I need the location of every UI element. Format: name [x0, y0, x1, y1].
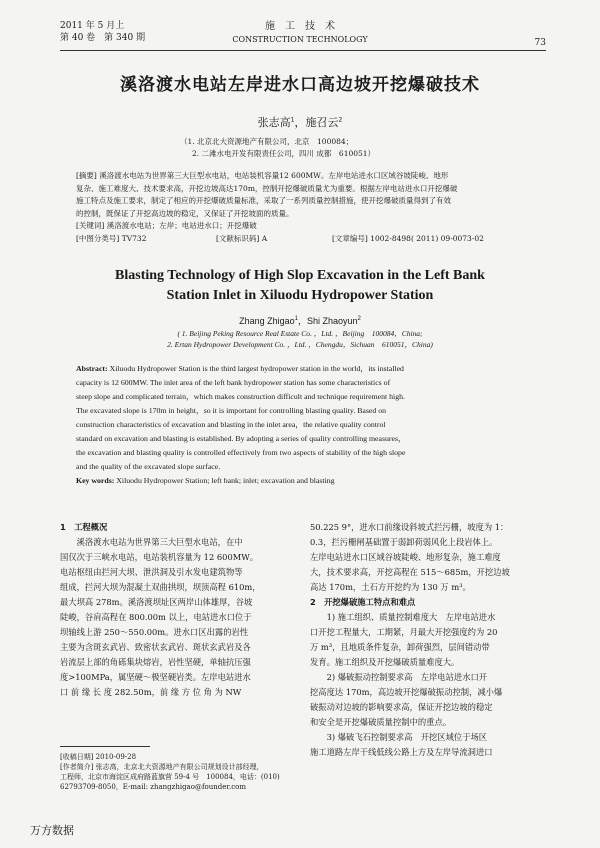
- journal-name-cn: 施 工 技 术: [265, 21, 335, 32]
- affiliation-en: [100, 328, 500, 350]
- abstract-cn: [76, 170, 526, 245]
- keywords-en: [76, 474, 536, 488]
- author-1-en-sup: 1: [294, 316, 298, 322]
- article-number: [文章编号] 1002-8498( 2011) 09-0073-02: [332, 233, 484, 243]
- keywords-cn: [关键词] 溪洛渡水电站；左岸；电站进水口；开挖爆破: [76, 221, 257, 230]
- authors-cn: [150, 114, 450, 130]
- section-heading-1: 1 工程概况: [60, 522, 108, 532]
- author-1-cn: 张志高: [257, 116, 291, 129]
- page-number: 73: [534, 38, 546, 48]
- body-line: 和安全是开挖爆破质量控制中的重点。: [310, 717, 452, 727]
- abstract-en: [76, 362, 536, 488]
- body-line: 施工道路左岸干线低线公路上方及左岸导流洞进口: [310, 747, 493, 757]
- footnote-author: [作者简介] 张志高，北京北大资源地产有限公司规划设计部经理，: [60, 763, 264, 771]
- keywords-en-label: Key words:: [76, 476, 115, 485]
- body-line: 口 前 缘 长 度 282.50m，前 缘 方 位 角 为 NW: [60, 687, 242, 697]
- title-en-line-1: Blasting Technology of High Slop Excavation in the Left Bank: [115, 268, 485, 283]
- author-2-en-sup: 2: [357, 316, 361, 322]
- body-line: 50.225 9°，进水口前缘设斜坡式拦污栅，坡度为 1：: [310, 522, 509, 532]
- footnote-contact: 62793709-8050，E-mail: zhangzhigao@founder.com: [60, 783, 246, 791]
- abstract-cn-line: 施工特点及施工要求，制定了相应的开挖爆破质量标准，采取了一系列质量控制措施，使开挖爆破质量得到了有效: [76, 196, 451, 205]
- footnote-received: [收稿日期] 2010-09-28: [60, 753, 137, 761]
- body-line: 破振动对边坡的影响要求高，保证开挖边坡的稳定: [310, 702, 493, 712]
- author-2-sup: 2: [338, 116, 343, 124]
- author-sep-en: ，Shi Zhaoyun: [298, 316, 358, 326]
- title-en-line-2: Station Inlet in Xiluodu Hydropower Station: [166, 288, 434, 303]
- affiliation-cn-1: （1. 北京北大资源地产有限公司，北京 100084；: [180, 137, 354, 146]
- paper-title-cn: 溪洛渡水电站左岸进水口高边坡开挖爆破技术: [120, 75, 480, 95]
- abstract-en-line: Abstract: Xiluodu Hydropower Station is the third largest hydropower station in the world，its installed: [76, 364, 404, 373]
- keywords-en-text: Xiluodu Hydropower Station; left bank; inlet; excavation and blasting: [116, 476, 335, 485]
- clc-number: [中图分类号] TV732: [76, 233, 147, 243]
- issue-date: 2011 年 5 月上: [60, 21, 125, 31]
- affiliation-cn-2: 2. 二滩水电开发有限责任公司，四川 成都 610051）: [192, 149, 376, 158]
- abstract-cn-line: [摘要] 溪洛渡水电站为世界第三大巨型水电站，电站装机容量12 600MW。左岸电站进水口区域谷坡陡峻、地形: [76, 171, 449, 180]
- paper-title-en: [60, 266, 540, 306]
- body-line: 电站枢纽由拦河大坝、泄洪洞及引水发电建筑物等: [60, 567, 243, 577]
- author-sep-cn: ，施召云: [294, 116, 339, 129]
- body-line: 度>100MPa，属坚硬～极坚硬岩类。左岸电站进水: [60, 672, 251, 682]
- volume-issue: 第 40 卷 第 340 期: [60, 33, 146, 43]
- author-1-sup: 1: [290, 116, 295, 124]
- abstract-en-line: construction characteristics of excavation and blasting in the inlet area，the relative quality control: [76, 420, 386, 429]
- section-heading-2: 2 开挖爆破施工特点和难点: [310, 597, 416, 607]
- abstract-en-line: the excavation and blasting quality is controlled effectively from two aspects of stability of the high slope: [76, 448, 406, 457]
- body-line: 万 m³，且地质条件复杂，卸荷强烈，层间错动带: [310, 642, 490, 652]
- journal-name-en: CONSTRUCTION TECHNOLOGY: [232, 35, 368, 44]
- left-column: [60, 520, 292, 700]
- author-1-en: Zhang Zhigao: [239, 316, 295, 326]
- abstract-en-line: The excavated slope is 170m in height，so it is important for controlling blasting quality. Based on: [76, 406, 387, 415]
- body-line: 岩流层上部的角砾集块熔岩，岩性坚硬，单轴抗压强: [60, 657, 251, 667]
- body-line: 口开挖工程量大，工期紧，月最大开挖强度约为 20: [310, 627, 498, 637]
- authors-en: [150, 314, 450, 327]
- body-line: 1) 施工组织、质量控制难度大 左岸电站进水: [310, 612, 496, 622]
- body-line: 最大坝高 278m。溪洛渡坝址区两岸山体雄厚，谷坡: [60, 597, 253, 607]
- abstract-cn-line: 的控制，既保证了开挖高边坡的稳定，又保证了开挖坡面的质量。: [76, 208, 294, 218]
- watermark: 万方数据: [30, 824, 74, 837]
- affiliation-en-1: ( 1. Beijing Peking Resource Real Estate Co. ，Ltd. ，Beijing 100084，China;: [177, 329, 423, 338]
- body-line: 陡峻，谷肩高程在 800.00m 以上，电站进水口位于: [60, 612, 252, 622]
- body-line: 发育。施工组织及开挖爆破质量难度大。: [310, 657, 460, 667]
- body-line: 国仅次于三峡水电站，电站装机容量为 12 600MW。: [60, 552, 259, 562]
- body-line: 0.3，拦污栅闸基础置于弱卸荷弱风化上段岩体上。: [310, 537, 498, 547]
- body-line: 大，技术要求高，开挖高程在 515～685m，开挖边坡: [310, 567, 510, 577]
- footnote: [60, 752, 300, 792]
- body-line: 左岸电站进水口区域谷坡陡峻、地形复杂，施工难度: [310, 552, 501, 562]
- abstract-cn-label: [摘要]: [76, 171, 97, 180]
- abstract-cn-line: 复杂、施工难度大、技术要求高，开挖边坡高达170m，控制开挖爆破质量尤为重要。根据左岸电站进水口开挖爆破: [76, 183, 458, 193]
- footnote-rule: [60, 746, 150, 747]
- body-line: 组成，拦河大坝为混凝土双曲拱坝，坝顶高程 610m，: [60, 582, 261, 592]
- body-line: 主要为含斑玄武岩、致密状玄武岩、斑状玄武岩及各: [60, 642, 251, 652]
- abstract-en-line: and the quality of the excavated slope surface.: [76, 462, 221, 471]
- body-line: 坝轴线上游 250～550.00m。进水口区出露的岩性: [60, 627, 249, 637]
- affiliation-en-2: 2. Ertan Hydropower Development Co. ，Ltd. ，Chengdu，Sichuan 610051，China): [167, 340, 433, 349]
- body-line: 3) 爆破飞石控制要求高 开挖区域位于场区: [310, 732, 488, 742]
- classification-row: [76, 233, 526, 246]
- abstract-en-line: standard on excavation and blasting is established. By adopting a series of quality controlling measures，: [76, 434, 406, 443]
- body-line: 2) 爆破振动控制要求高 左岸电站进水口开: [310, 672, 488, 682]
- body-line: 高达 170m，土石方开挖约为 130 万 m³。: [310, 582, 471, 592]
- body-line: 溪洛渡水电站为世界第三大巨型水电站，在中: [60, 537, 243, 547]
- abstract-en-line: capacity is 12 600MW. The inlet area of the left bank hydropower station has some characteristics of: [76, 378, 391, 387]
- abstract-en-label: Abstract:: [76, 364, 108, 373]
- abstract-en-line: steep slope and complicated terrain，which makes construction difficult and technique requirement high.: [76, 392, 405, 401]
- body-line: 挖高度达 170m，高边坡开挖爆破振动控制，减小爆: [310, 687, 503, 697]
- header-rule: [60, 50, 546, 51]
- doc-code: [文献标识码] A: [216, 233, 268, 243]
- footnote-address: 工程师，北京市海淀区成府路蓝旗营 59-4 号 100084，电话：(010): [60, 773, 280, 781]
- right-column: [310, 520, 546, 760]
